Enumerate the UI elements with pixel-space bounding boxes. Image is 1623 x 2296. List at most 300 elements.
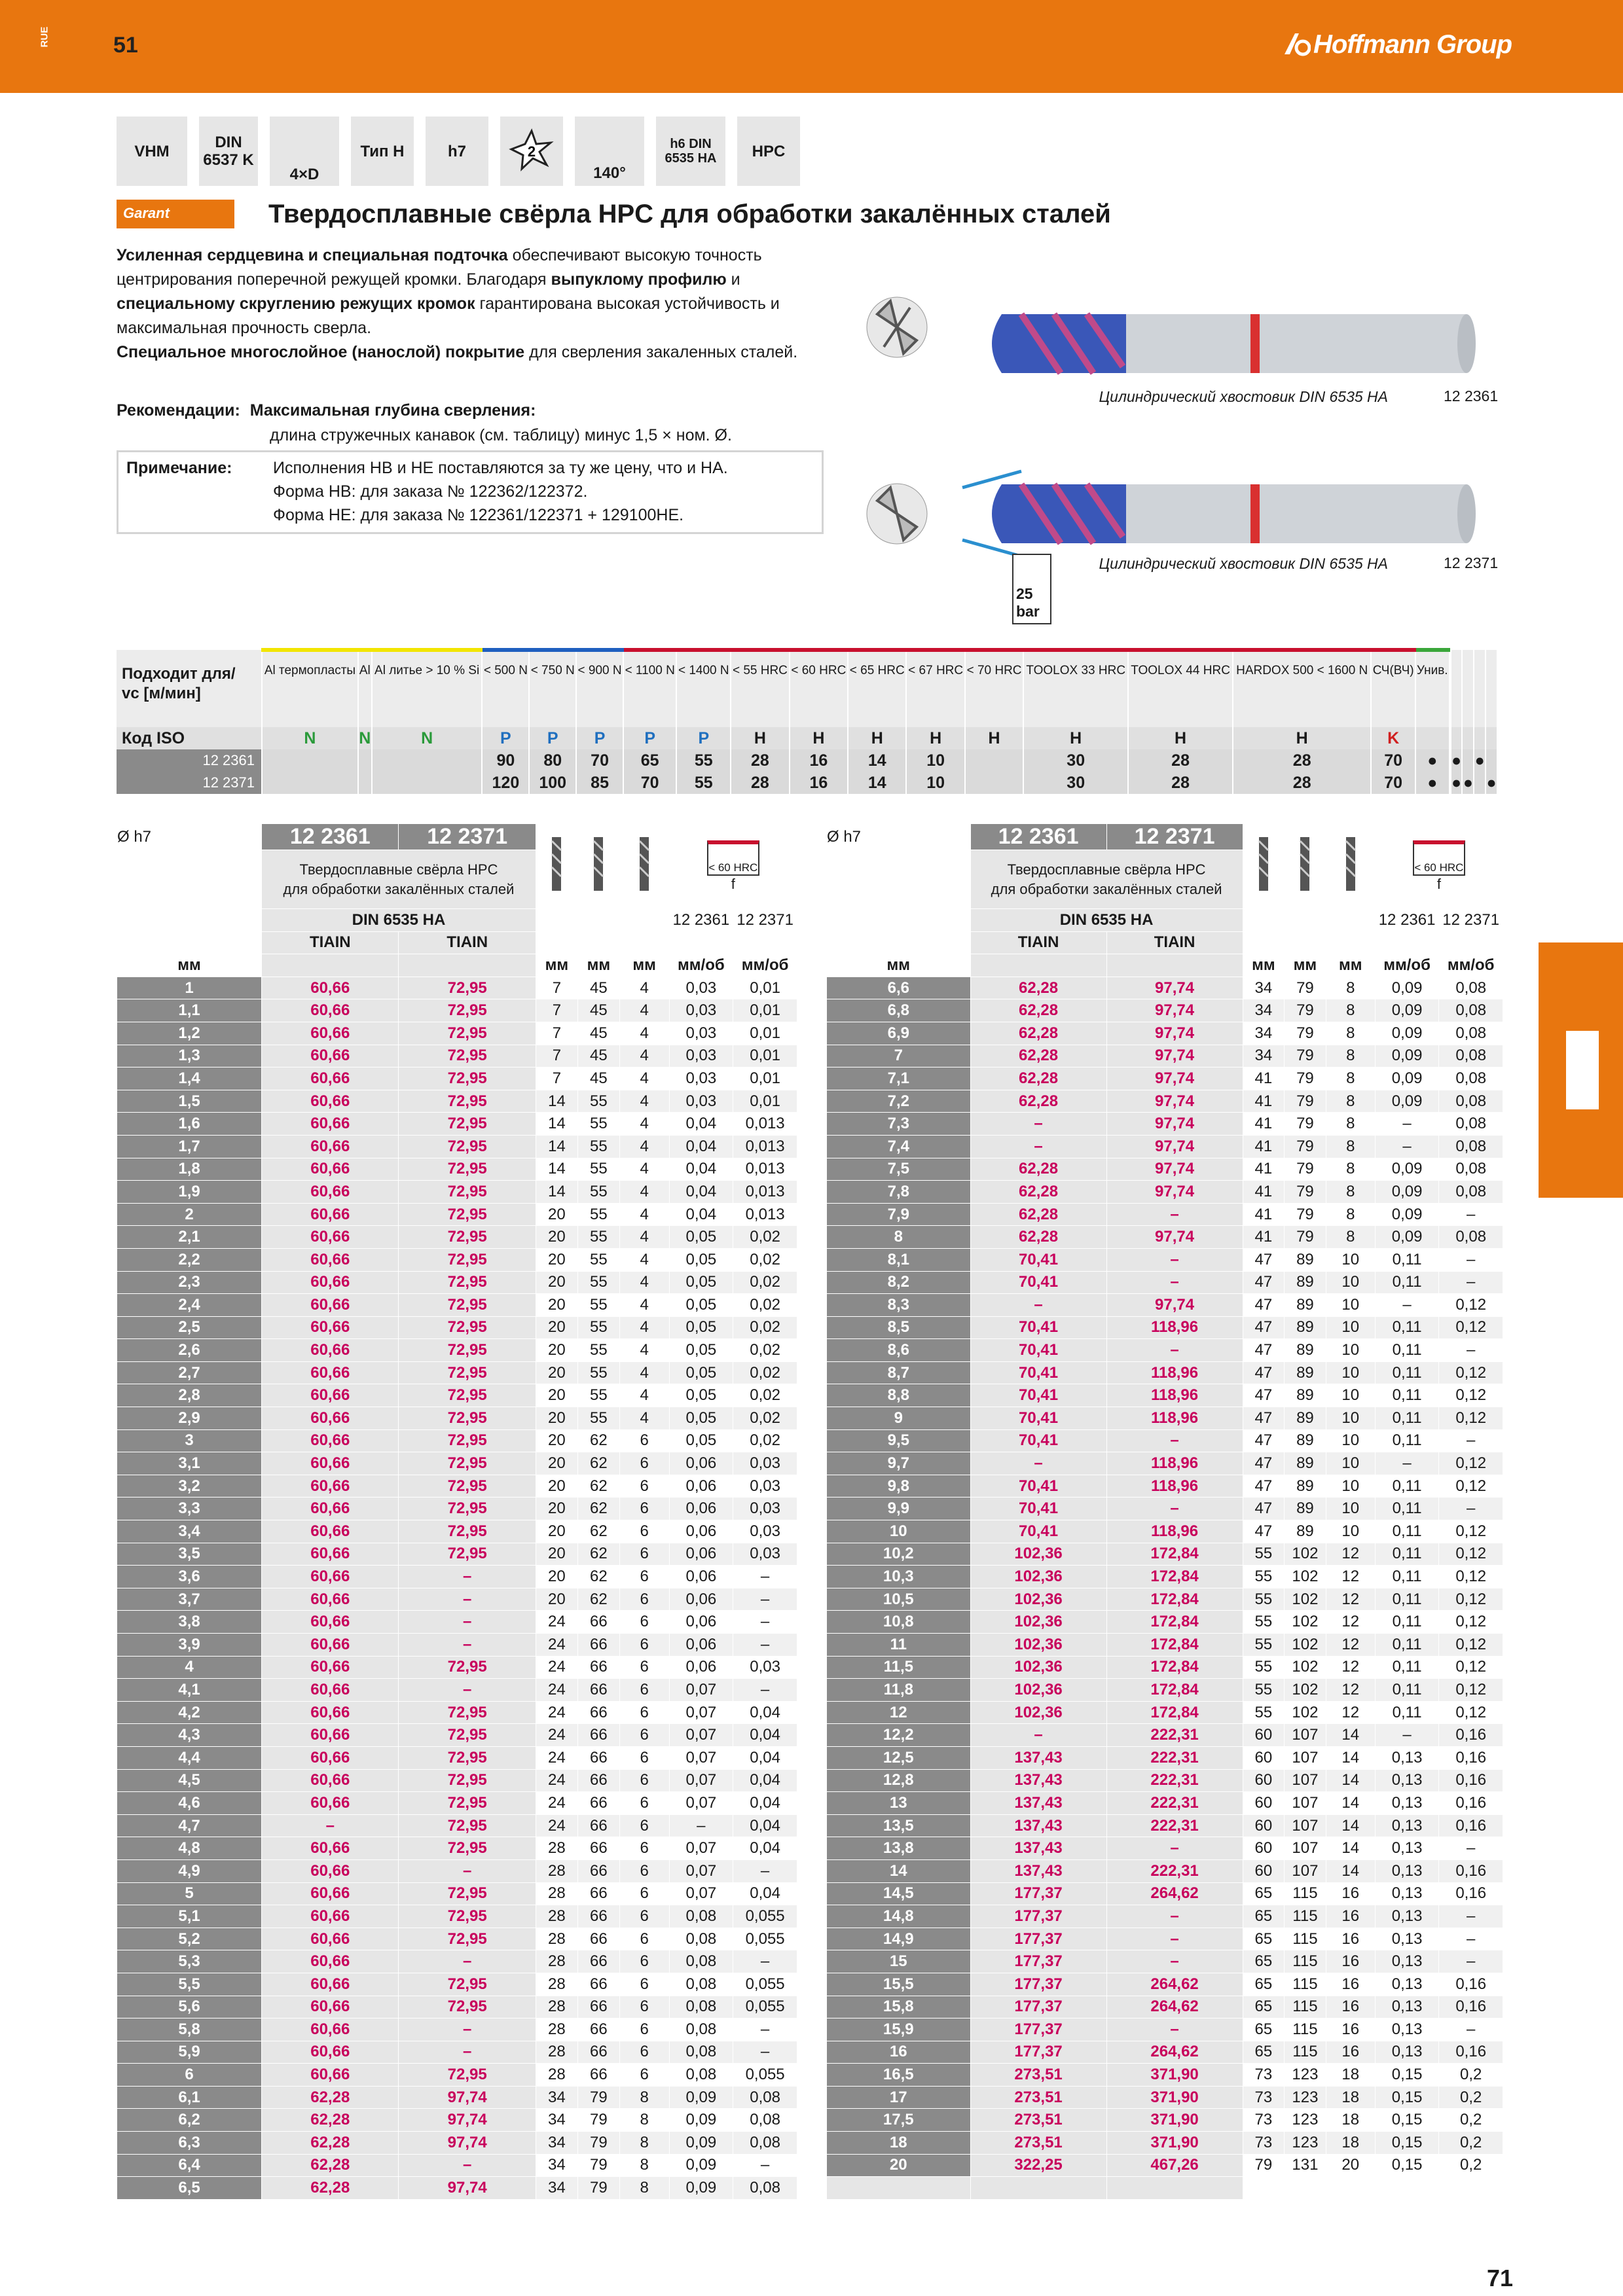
table-cell: 8	[619, 2177, 669, 2200]
table-cell: 7	[536, 1067, 577, 1090]
table-cell: 0,07	[669, 1882, 733, 1905]
table-cell: 66	[577, 1769, 619, 1792]
table-cell: 72,95	[399, 1452, 536, 1475]
table-cell: 60	[1243, 1859, 1285, 1882]
table-cell: 102	[1285, 1701, 1326, 1724]
table-cell: 172,84	[1106, 1634, 1243, 1657]
table-cell: 0,06	[669, 1566, 733, 1588]
coating-2: TIAIN	[399, 931, 536, 954]
order-number-2: 12 2371	[1106, 824, 1243, 850]
table-cell: 6	[619, 1905, 669, 1928]
f-col-1: 12 2361	[1375, 909, 1439, 932]
diameter-cell: 5,5	[117, 1973, 262, 1996]
table-row	[117, 1701, 797, 1724]
table-row	[827, 1769, 1503, 1792]
table-cell: 62,28	[970, 1067, 1106, 1090]
diameter-cell: 5,1	[117, 1905, 262, 1928]
table-cell: –	[1106, 1339, 1243, 1362]
table-cell: 60,66	[262, 1203, 399, 1226]
table-cell: 0,12	[1439, 1701, 1503, 1724]
table-cell: 28	[536, 1928, 577, 1950]
app-col-header: Al литье > 10 % Si	[372, 650, 483, 727]
table-cell: 34	[1243, 999, 1285, 1022]
table-cell: 72,95	[399, 1543, 536, 1566]
table-cell: 172,84	[1106, 1588, 1243, 1611]
table-cell: 0,08	[669, 2041, 733, 2064]
table-cell: 60,66	[262, 1022, 399, 1045]
table-cell: 0,013	[733, 1158, 797, 1181]
app-value: 90	[482, 749, 529, 772]
table-cell: –	[399, 1634, 536, 1657]
app-value	[1462, 749, 1474, 772]
diameter-cell: 6,6	[827, 977, 971, 999]
table-cell: 6	[619, 1746, 669, 1769]
table-row	[117, 1950, 797, 1973]
table-cell: 10	[1326, 1520, 1375, 1543]
table-cell: 62,28	[262, 2086, 399, 2109]
app-value	[358, 772, 372, 794]
table-cell: –	[1439, 1905, 1503, 1928]
table-cell: 97,74	[399, 2132, 536, 2155]
table-cell: 97,74	[399, 2086, 536, 2109]
table-cell: 0,09	[1375, 1090, 1439, 1113]
diameter-cell: 9,9	[827, 1498, 971, 1520]
table-cell: 55	[577, 1158, 619, 1181]
tolerance-icon: h7	[426, 117, 488, 186]
table-cell: 0,2	[1439, 2064, 1503, 2087]
table-cell: –	[399, 1950, 536, 1973]
table-cell: 60,66	[262, 1611, 399, 1634]
app-row-id: 12 2371	[117, 772, 262, 794]
table-cell: 73	[1243, 2109, 1285, 2132]
table-cell: 60,66	[262, 999, 399, 1022]
table-cell: 0,12	[1439, 1294, 1503, 1317]
diameter-cell: 9,5	[827, 1429, 971, 1452]
diameter-cell: 14,5	[827, 1882, 971, 1905]
table-cell: 0,07	[669, 1792, 733, 1815]
table-cell: 0,13	[1375, 1928, 1439, 1950]
iso-code	[1486, 727, 1497, 749]
table-cell: 65	[1243, 2018, 1285, 2041]
table-cell: 172,84	[1106, 1656, 1243, 1679]
table-cell: 0,08	[669, 1973, 733, 1996]
table-cell: 47	[1243, 1294, 1285, 1317]
table-cell	[1106, 2177, 1243, 2200]
table-cell: –	[1439, 1248, 1503, 1271]
table-cell: 0,13	[1375, 1859, 1439, 1882]
table-row	[117, 1203, 797, 1226]
table-cell: 4	[619, 1226, 669, 1249]
table-cell: 62	[577, 1475, 619, 1498]
table-row	[827, 999, 1503, 1022]
table-cell: 60,66	[262, 1475, 399, 1498]
table-cell: 8	[1326, 1203, 1375, 1226]
app-value: 70	[1371, 749, 1415, 772]
table-cell: 65	[1243, 2041, 1285, 2064]
table-cell: 0,15	[1375, 2132, 1439, 2155]
table-cell: 0,13	[1375, 1769, 1439, 1792]
table-cell: 73	[1243, 2132, 1285, 2155]
table-row	[117, 1746, 797, 1769]
table-cell: 0,08	[733, 2109, 797, 2132]
table-cell: 24	[536, 1679, 577, 1702]
table-cell: 107	[1285, 1792, 1326, 1815]
diameter-cell: 6,4	[117, 2154, 262, 2177]
table-cell: 72,95	[399, 1475, 536, 1498]
app-col-header: СЧ(ВЧ)	[1371, 650, 1415, 727]
table-cell: 0,11	[1375, 1701, 1439, 1724]
table-cell: 72,95	[399, 1067, 536, 1090]
table-cell: 79	[1285, 1113, 1326, 1136]
table-cell: 0,02	[733, 1361, 797, 1384]
table-row	[117, 1588, 797, 1611]
app-value: 14	[848, 772, 906, 794]
unit-cell: мм/об	[1439, 954, 1503, 977]
table-row	[827, 1475, 1503, 1498]
diameter-cell: 4,3	[117, 1724, 262, 1747]
table-cell: 107	[1285, 1769, 1326, 1792]
diameter-cell: 4	[117, 1656, 262, 1679]
iso-code: N	[372, 727, 483, 749]
table-row	[117, 2086, 797, 2109]
diameter-cell: 12	[827, 1701, 971, 1724]
table-row	[827, 1905, 1503, 1928]
table-row	[117, 1294, 797, 1317]
table-cell: 0,04	[733, 1814, 797, 1837]
table-cell: 62	[577, 1588, 619, 1611]
table-cell: 0,05	[669, 1407, 733, 1430]
table-cell: 107	[1285, 1859, 1326, 1882]
table-cell: 24	[536, 1634, 577, 1657]
iso-code: N	[262, 727, 358, 749]
table-cell: 72,95	[399, 1384, 536, 1407]
dimension-icon	[1326, 824, 1375, 909]
table-cell: 55	[1243, 1701, 1285, 1724]
app-value: 28	[731, 772, 789, 794]
table-cell: 6	[619, 1769, 669, 1792]
diameter-cell: 12,8	[827, 1769, 971, 1792]
table-cell: 0,08	[1439, 1158, 1503, 1181]
table-cell: 107	[1285, 1837, 1326, 1860]
iso-code	[1415, 727, 1450, 749]
table-cell: 16	[1326, 1973, 1375, 1996]
table-cell: 0,09	[1375, 1226, 1439, 1249]
table-cell: 0,12	[1439, 1634, 1503, 1657]
table-cell: 70,41	[970, 1248, 1106, 1271]
app-value: 28	[1128, 749, 1233, 772]
table-row	[827, 1679, 1503, 1702]
table-cell: 16	[1326, 1882, 1375, 1905]
diameter-cell: 4,7	[117, 1814, 262, 1837]
table-cell: 60,66	[262, 1452, 399, 1475]
diameter-cell: 8,2	[827, 1271, 971, 1294]
table-row	[117, 1611, 797, 1634]
table-cell: 73	[1243, 2086, 1285, 2109]
diameter-cell: 7,5	[827, 1158, 971, 1181]
table-cell: 47	[1243, 1475, 1285, 1498]
table-cell: 0,09	[669, 2086, 733, 2109]
table-cell: 14	[1326, 1859, 1375, 1882]
header-bar	[0, 0, 1623, 93]
table-cell: 55	[577, 1361, 619, 1384]
table-cell: –	[399, 1588, 536, 1611]
table-cell: 28	[536, 2064, 577, 2087]
table-cell: 0,12	[1439, 1679, 1503, 1702]
table-cell: 8	[1326, 1135, 1375, 1158]
table-cell: 55	[1243, 1656, 1285, 1679]
diameter-cell: 9,8	[827, 1475, 971, 1498]
table-cell: 8	[1326, 977, 1375, 999]
table-cell: 0,07	[669, 1769, 733, 1792]
table-cell: 0,05	[669, 1316, 733, 1339]
table-cell: 97,74	[1106, 1022, 1243, 1045]
table-cell: 6	[619, 1566, 669, 1588]
table-cell: 0,08	[733, 2086, 797, 2109]
table-cell: 0,013	[733, 1113, 797, 1136]
table-cell: 0,05	[669, 1361, 733, 1384]
table-row	[827, 1407, 1503, 1430]
table-cell: 0,12	[1439, 1566, 1503, 1588]
table-cell: 0,02	[733, 1339, 797, 1362]
diameter-cell: 2,1	[117, 1226, 262, 1249]
table-row	[827, 1656, 1503, 1679]
table-cell: 45	[577, 1022, 619, 1045]
diameter-cell: 10,2	[827, 1543, 971, 1566]
table-cell: 89	[1285, 1475, 1326, 1498]
diameter-cell: 8,1	[827, 1248, 971, 1271]
table-cell: 0,08	[1439, 1113, 1503, 1136]
table-cell: 28	[536, 2041, 577, 2064]
table-cell: –	[970, 1724, 1106, 1747]
table-cell: 20	[536, 1588, 577, 1611]
diameter-cell: 4,8	[117, 1837, 262, 1860]
table-cell: 118,96	[1106, 1407, 1243, 1430]
table-cell: 177,37	[970, 1905, 1106, 1928]
table-cell: 20	[536, 1429, 577, 1452]
table-cell: 8	[619, 2154, 669, 2177]
table-row	[117, 999, 797, 1022]
table-row	[117, 1316, 797, 1339]
table-cell: 24	[536, 1769, 577, 1792]
table-cell: 65	[1243, 1882, 1285, 1905]
table-cell: 20	[536, 1226, 577, 1249]
table-cell: 72,95	[399, 1090, 536, 1113]
table-row	[117, 1543, 797, 1566]
table-cell: 172,84	[1106, 1701, 1243, 1724]
table-cell: 118,96	[1106, 1475, 1243, 1498]
table-cell: 55	[1243, 1611, 1285, 1634]
table-cell: 20	[536, 1361, 577, 1384]
table-cell: 10	[1326, 1452, 1375, 1475]
diameter-cell: 1	[117, 977, 262, 999]
app-col-header: Al	[358, 650, 372, 727]
table-cell: 0,13	[1375, 1882, 1439, 1905]
table-cell: 20	[536, 1407, 577, 1430]
unit-cell: мм	[619, 954, 669, 977]
diameter-cell: 7	[827, 1045, 971, 1067]
table-cell: 60,66	[262, 1226, 399, 1249]
diameter-cell: 2,3	[117, 1271, 262, 1294]
table-row	[117, 2109, 797, 2132]
app-value: 14	[848, 749, 906, 772]
unit-cell: мм	[577, 954, 619, 977]
table-cell: –	[399, 1859, 536, 1882]
table-cell: 79	[1285, 999, 1326, 1022]
table-cell: 0,13	[1375, 1973, 1439, 1996]
table-cell: 72,95	[399, 1882, 536, 1905]
table-row	[117, 1339, 797, 1362]
table-cell: 41	[1243, 1113, 1285, 1136]
table-cell: 0,03	[669, 1022, 733, 1045]
shank-icon: h6 DIN 6535 HA	[656, 117, 725, 186]
table-row	[117, 1498, 797, 1520]
table-cell: 62	[577, 1520, 619, 1543]
table-cell: 34	[1243, 977, 1285, 999]
table-cell: 97,74	[1106, 1226, 1243, 1249]
table-cell: 41	[1243, 1226, 1285, 1249]
table-cell: –	[970, 1452, 1106, 1475]
table-cell: 47	[1243, 1429, 1285, 1452]
table-cell: 72,95	[399, 1996, 536, 2018]
table-row	[827, 1022, 1503, 1045]
table-cell: 8	[1326, 1022, 1375, 1045]
table-cell: 60	[1243, 1746, 1285, 1769]
table-cell: 89	[1285, 1271, 1326, 1294]
table-cell: 66	[577, 2018, 619, 2041]
table-cell: 62,28	[970, 1022, 1106, 1045]
iso-label: Код ISO	[117, 727, 262, 749]
table-cell: 0,05	[669, 1384, 733, 1407]
app-value: 28	[1128, 772, 1233, 794]
table-cell: 0,08	[1439, 1022, 1503, 1045]
feature-icons	[117, 117, 809, 186]
table-cell: 4	[619, 1067, 669, 1090]
diameter-cell: 8,7	[827, 1361, 971, 1384]
diameter-cell: 8,5	[827, 1316, 971, 1339]
diameter-cell: 14,9	[827, 1928, 971, 1950]
app-value: ●	[1415, 772, 1450, 794]
app-value	[1486, 749, 1497, 772]
diameter-cell: 3,6	[117, 1566, 262, 1588]
app-value: 55	[676, 772, 731, 794]
table-cell: 0,04	[669, 1135, 733, 1158]
table-cell: 6	[619, 1634, 669, 1657]
table-row	[827, 1746, 1503, 1769]
table-cell: 60,66	[262, 1566, 399, 1588]
table-cell: 16	[1326, 1928, 1375, 1950]
table-row	[117, 2132, 797, 2155]
table-cell: 18	[1326, 2132, 1375, 2155]
table-row	[827, 1973, 1503, 1996]
table-cell: 60,66	[262, 1588, 399, 1611]
table-cell: 0,05	[669, 1294, 733, 1317]
table-cell: 264,62	[1106, 2041, 1243, 2064]
table-cell: 28	[536, 1837, 577, 1860]
table-cell: 60	[1243, 1769, 1285, 1792]
vhm-icon: VHM	[117, 117, 187, 186]
table-cell: 222,31	[1106, 1769, 1243, 1792]
drill-caption-1: Цилиндрический хвостовик DIN 6535 HA	[1099, 388, 1388, 405]
table-cell: 45	[577, 977, 619, 999]
table-row	[117, 1022, 797, 1045]
diameter-cell: 1,7	[117, 1135, 262, 1158]
diameter-cell: 16,5	[827, 2064, 971, 2087]
table-cell: 0,11	[1375, 1407, 1439, 1430]
table-cell: 0,11	[1375, 1361, 1439, 1384]
table-cell: –	[1439, 1498, 1503, 1520]
diameter-cell: 12,5	[827, 1746, 971, 1769]
table-cell: 0,13	[1375, 1837, 1439, 1860]
table-cell: 6	[619, 1996, 669, 2018]
f-col-1: 12 2361	[669, 909, 733, 932]
unit-cell: мм/об	[733, 954, 797, 977]
table-row	[117, 1475, 797, 1498]
table-cell: 66	[577, 1814, 619, 1837]
table-cell: 20	[536, 1566, 577, 1588]
table-cell: 4	[619, 1022, 669, 1045]
table-cell: 14	[536, 1113, 577, 1136]
table-cell: 0,02	[733, 1271, 797, 1294]
diameter-cell: 3,5	[117, 1543, 262, 1566]
table-cell: 60	[1243, 1837, 1285, 1860]
table-cell: 60,66	[262, 1656, 399, 1679]
app-value: ●	[1415, 749, 1450, 772]
table-cell: 0,03	[669, 1090, 733, 1113]
dimension-icon	[1285, 824, 1326, 909]
table-cell: 222,31	[1106, 1814, 1243, 1837]
table-row	[117, 1792, 797, 1815]
table-cell: 55	[577, 1407, 619, 1430]
drill-tab-icon	[1566, 1031, 1599, 1109]
diameter-cell: 17	[827, 2086, 971, 2109]
table-cell: 0,09	[669, 2177, 733, 2200]
table-cell: 89	[1285, 1498, 1326, 1520]
garant-logo: Garant	[117, 200, 234, 228]
table-cell: 55	[577, 1294, 619, 1317]
iso-code: H	[965, 727, 1023, 749]
table-cell: 4	[619, 999, 669, 1022]
table-cell: 65	[1243, 1928, 1285, 1950]
table-cell: 62,28	[970, 1045, 1106, 1067]
table-cell: 60,66	[262, 2018, 399, 2041]
app-col-header: < 67 HRC	[906, 650, 964, 727]
app-value: ●	[1486, 772, 1497, 794]
table-cell: 12	[1326, 1701, 1375, 1724]
table-cell: 0,09	[669, 2109, 733, 2132]
app-value: ●	[1474, 749, 1486, 772]
page-title: Твердосплавные свёрла HPC для обработки закалённых сталей	[268, 200, 1111, 228]
table-cell: 97,74	[1106, 1045, 1243, 1067]
table-cell: 0,03	[733, 1475, 797, 1498]
app-value: 70	[623, 772, 676, 794]
app-value	[965, 749, 1023, 772]
table-cell: 123	[1285, 2064, 1326, 2087]
table-cell: 55	[1243, 1543, 1285, 1566]
table-row	[827, 1634, 1503, 1657]
table-cell: 55	[1243, 1588, 1285, 1611]
table-cell: 72,95	[399, 1701, 536, 1724]
table-cell: 0,08	[669, 1950, 733, 1973]
table-cell: 7	[536, 1022, 577, 1045]
table-cell: 60,66	[262, 2064, 399, 2087]
table-cell: 28	[536, 1950, 577, 1973]
table-cell: 273,51	[970, 2109, 1106, 2132]
diameter-cell: 15,8	[827, 1996, 971, 2018]
table-cell: 6	[619, 1837, 669, 1860]
diameter-cell: 3,3	[117, 1498, 262, 1520]
table-cell: 0,01	[733, 1022, 797, 1045]
table-cell: 0,08	[1439, 1181, 1503, 1204]
